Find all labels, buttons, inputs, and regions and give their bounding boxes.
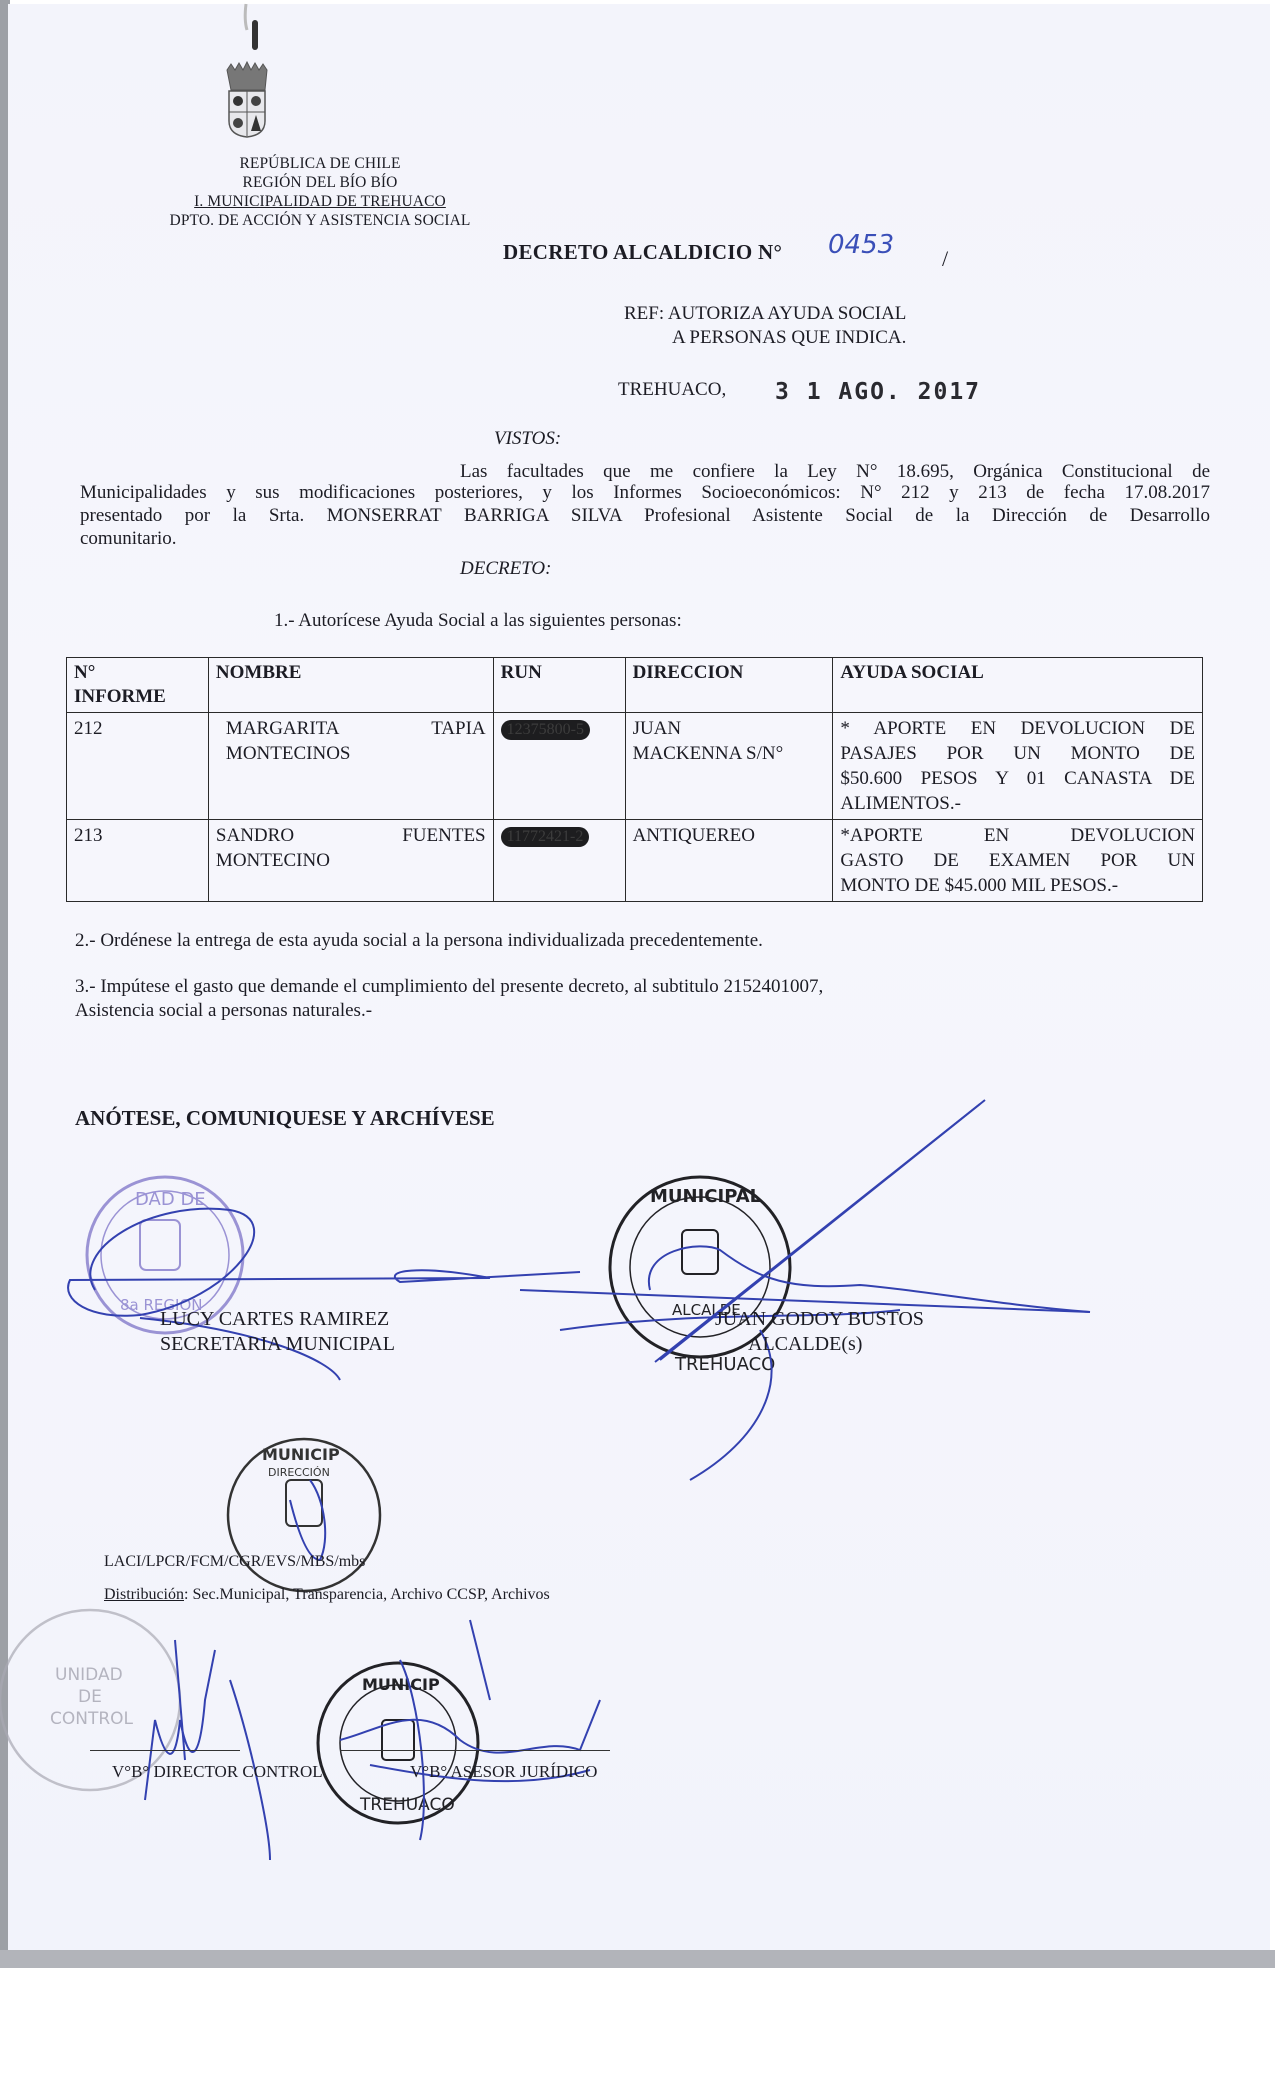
header-ayuda: AYUDA SOCIAL xyxy=(833,658,1203,713)
decreto-item-3-line-1: 3.- Impútese el gasto que demande el cumplimiento del presente decreto, al subtitulo 2152401007, xyxy=(75,976,824,997)
cell-direccion: JUAN MACKENNA S/N° xyxy=(625,713,833,820)
ref-line-2: A PERSONAS QUE INDICA. xyxy=(672,327,907,348)
svg-text:DAD DE: DAD DE xyxy=(135,1189,206,1210)
legal-signature-line xyxy=(340,1750,610,1751)
header-nombre: NOMBRE xyxy=(208,658,493,713)
control-signature-line xyxy=(90,1750,240,1751)
control-label: V°B° DIRECTOR CONTROL xyxy=(112,1762,323,1781)
header-country: REPÚBLICA DE CHILE xyxy=(239,155,401,172)
svg-text:TREHUACO: TREHUACO xyxy=(675,1354,776,1375)
svg-text:CONTROL: CONTROL xyxy=(50,1709,134,1729)
cell-ayuda: *APORTE EN DEVOLUCION GASTO DE EXAMEN POR UN MONTO DE $45.000 MIL PESOS.- xyxy=(833,820,1203,902)
decree-title: DECRETO ALCALDICIO N° xyxy=(503,240,783,264)
cell-nombre: SANDRO FUENTES MONTECINO xyxy=(208,820,493,902)
header-municipality: I. MUNICIPALIDAD DE TREHUACO xyxy=(194,193,446,210)
cell-ayuda: * APORTE EN DEVOLUCION DE PASAJES POR UN MONTO DE $50.600 PESOS Y 01 CANASTA DE ALIMENTOS.- xyxy=(833,713,1203,820)
decreto-item-2: 2.- Ordénese la entrega de esta ayuda social a la persona individualizada precedentemente. xyxy=(75,930,763,951)
header-direccion: DIRECCION xyxy=(625,658,833,713)
ref-line-1: REF: AUTORIZA AYUDA SOCIAL xyxy=(624,303,907,324)
cell-direccion: ANTIQUEREO xyxy=(625,820,833,902)
svg-text:ALCALDE: ALCALDE xyxy=(672,1301,741,1319)
vistos-line-4: comunitario. xyxy=(80,528,177,549)
signature-mayor-icon xyxy=(520,1100,1090,1480)
mayor-name: JUAN GODOY BUSTOS xyxy=(715,1308,924,1330)
legal-label: V°B° ASESOR JURÍDICO xyxy=(410,1762,598,1781)
decreto-heading: DECRETO: xyxy=(460,558,552,579)
decree-number-handwritten: 0453 xyxy=(828,230,895,260)
secretary-name: LUCY CARTES RAMIREZ xyxy=(160,1308,390,1330)
header-informe: N° INFORME xyxy=(67,658,209,713)
redacted-run: 12375800-5 xyxy=(501,720,590,740)
svg-text:MUNICIPAL: MUNICIPAL xyxy=(650,1186,762,1207)
mayor-title: ALCALDE(s) xyxy=(748,1333,863,1355)
vistos-heading: VISTOS: xyxy=(494,428,562,449)
place: TREHUACO, xyxy=(618,379,727,400)
header-region: REGIÓN DEL BÍO BÍO xyxy=(242,174,398,191)
date-stamp: 3 1 AGO. 2017 xyxy=(775,379,982,405)
vistos-line-2: Municipalidades y sus modificaciones posteriores, y los Informes Socioeconómicos: N° 212 y 213 de fecha 17.08.2017 xyxy=(80,482,1210,503)
initials-line: LACI/LPCR/FCM/CGR/EVS/MBS/mbs xyxy=(104,1553,366,1570)
cell-informe: 213 xyxy=(67,820,209,902)
svg-text:UNIDAD: UNIDAD xyxy=(55,1665,123,1685)
header-department: DPTO. DE ACCIÓN Y ASISTENCIA SOCIAL xyxy=(169,212,471,229)
decreto-item-3-line-2: Asistencia social a personas naturales.- xyxy=(75,1000,373,1021)
header-run: RUN xyxy=(493,658,625,713)
redacted-run: 11772421-2 xyxy=(501,827,590,847)
svg-text:DIRECCIÓN: DIRECCIÓN xyxy=(268,1466,330,1479)
secretary-title: SECRETARIA MUNICIPAL xyxy=(160,1333,395,1355)
closing-formula: ANÓTESE, COMUNIQUESE Y ARCHÍVESE xyxy=(75,1106,495,1130)
vistos-line-1: Las facultades que me confiere la Ley N° 18.695, Orgánica Constitucional de xyxy=(460,461,1210,482)
svg-text:TREHUACO: TREHUACO xyxy=(360,1795,455,1815)
decreto-item-1: 1.- Autorícese Ayuda Social a las siguientes personas: xyxy=(274,610,682,631)
svg-text:MUNICIP: MUNICIP xyxy=(262,1445,340,1464)
svg-text:DE: DE xyxy=(78,1687,102,1707)
svg-text:MUNICIP: MUNICIP xyxy=(362,1675,440,1694)
distribution-line: Distribución: Sec.Municipal, Transparencia, Archivo CCSP, Archivos xyxy=(104,1586,550,1603)
signature-dideco-icon xyxy=(290,1480,325,1560)
cell-informe: 212 xyxy=(67,713,209,820)
legal-stamp-icon xyxy=(318,1663,478,1823)
cell-nombre: MARGARITA TAPIA MONTECINOS xyxy=(208,713,493,820)
vistos-line-3: presentado por la Srta. MONSERRAT BARRIGA SILVA Profesional Asistente Social de la Dirección de Desarrollo xyxy=(80,505,1210,526)
decree-number-slash: / xyxy=(942,246,949,271)
svg-text:8a REGION: 8a REGION xyxy=(120,1296,203,1314)
